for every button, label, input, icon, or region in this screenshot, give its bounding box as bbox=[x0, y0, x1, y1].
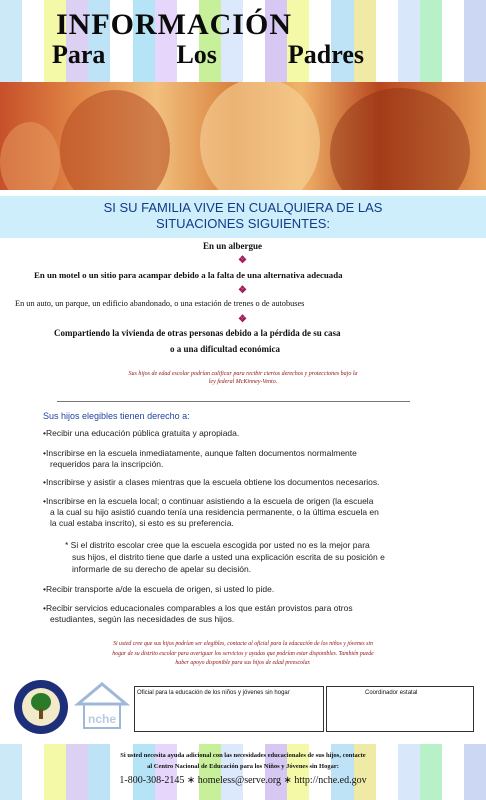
website-link[interactable]: http://nche.ed.gov bbox=[294, 775, 367, 786]
local-liaison-box[interactable] bbox=[134, 686, 324, 732]
diamond-bullet-icon: ❖ bbox=[238, 314, 247, 325]
right-subitem-cont: informarle de su derecho de apelar su decisión. bbox=[72, 564, 252, 574]
right-subitem-cont: sus hijos, el distrito tiene que darle a usted una explicación escrita de su posición e bbox=[72, 552, 385, 562]
right-item-cont: a la cual su hijo asistió cuando tenía una residencia permanente, o la última escuela en bbox=[50, 507, 379, 517]
right-item-cont: requeridos para la inscripción. bbox=[50, 459, 164, 469]
color-stripe bbox=[0, 0, 22, 82]
right-subitem: * Si el distrito escolar cree que la escuela escogida por usted no es la mejor para bbox=[65, 540, 370, 550]
right-item-cont: la cual estaba inscrito), si esto es su preferencia. bbox=[50, 518, 234, 528]
situations-heading bbox=[0, 200, 486, 232]
right-item: •Inscribirse y asistir a clases mientras que la escuela obtiene los documentos necesarios. bbox=[43, 477, 380, 487]
color-stripe bbox=[398, 0, 420, 82]
color-stripe bbox=[464, 0, 486, 82]
right-item: •Recibir servicios educacionales comparables a los que están provistos para otros bbox=[43, 603, 353, 613]
box-label: Oficial para la educación de los niños y jóvenes sin hogar bbox=[137, 690, 290, 696]
subtitle-word: Padres bbox=[287, 40, 364, 69]
heading-line: SI SU FAMILIA VIVE EN CUALQUIERA DE LAS bbox=[103, 200, 383, 215]
situations-heading-band bbox=[0, 196, 486, 238]
page-subtitle bbox=[52, 40, 364, 70]
help-text bbox=[0, 750, 486, 772]
separator-icon: ∗ bbox=[283, 775, 292, 786]
color-stripe bbox=[376, 0, 398, 82]
note-line: Sus hijos de edad escolar podrían calificar para recibir ciertos derechos y protecciones bajo la bbox=[128, 371, 358, 377]
law-note bbox=[0, 370, 486, 386]
color-stripe bbox=[420, 0, 442, 82]
heading-line: SITUACIONES SIGUIENTES: bbox=[155, 216, 331, 231]
situation-motel: En un motel o un sitio para acampar debido a la falta de una alternativa adecuada bbox=[34, 270, 343, 280]
note-line: haber apoyo disponible para sus hijos de edad preescolar. bbox=[175, 660, 311, 666]
situation-car-park: En un auto, un parque, un edificio abandonado, o una estación de trenes o de autobuses bbox=[15, 299, 305, 308]
divider bbox=[57, 401, 410, 402]
children-photo bbox=[0, 82, 486, 190]
subtitle-word: Para bbox=[52, 40, 106, 69]
rights-title: Sus hijos elegibles tienen derecho a: bbox=[43, 411, 190, 421]
right-item: •Inscribirse en la escuela local; o continuar asistiendo a la escuela de origen (la escuela bbox=[43, 496, 374, 506]
situation-sharing: Compartiendo la vivienda de otras personas debido a la pérdida de su casa bbox=[54, 328, 341, 338]
note-line: ley federal McKinney-Vento. bbox=[208, 379, 278, 385]
phone-number: 1-800-308-2145 bbox=[119, 775, 185, 786]
state-coordinator-box[interactable] bbox=[326, 686, 474, 732]
situation-shelter: En un albergue bbox=[203, 241, 263, 251]
title-block bbox=[52, 6, 374, 72]
nche-logo bbox=[74, 678, 130, 736]
department-seal-logo bbox=[14, 680, 68, 734]
diamond-bullet-icon: ❖ bbox=[238, 255, 247, 266]
subtitle-word: Los bbox=[176, 40, 217, 69]
right-item: •Inscribirse en la escuela inmediatamente, aunque falten documentos normalmente bbox=[43, 448, 357, 458]
color-stripe bbox=[22, 0, 44, 82]
eligibility-note bbox=[0, 640, 486, 669]
box-label: Coordinador estatal bbox=[365, 690, 418, 696]
diamond-bullet-icon: ❖ bbox=[238, 285, 247, 296]
right-item: •Recibir transporte a/de la escuela de origen, si usted lo pide. bbox=[43, 584, 275, 594]
right-item-cont: estudiantes, según las necesidades de sus hijos. bbox=[50, 614, 235, 624]
svg-text:nche: nche bbox=[87, 712, 117, 726]
note-line: hogar de su distrito escolar para averiguar los servicios y ayudas que podrían estar disponibles. También puede bbox=[112, 650, 374, 657]
page-title: INFORMACIÓN bbox=[56, 8, 292, 41]
help-line: Si usted necesita ayuda adicional con las necesidades educacionales de sus hijos, contacte bbox=[120, 752, 366, 759]
color-stripe bbox=[442, 0, 464, 82]
right-item: •Recibir una educación pública gratuita y apropiada. bbox=[43, 428, 240, 438]
email-link[interactable]: homeless@serve.org bbox=[197, 775, 281, 786]
contact-line bbox=[0, 775, 486, 786]
help-line: al Centro Nacional de Educación para los Niños y Jóvenes sin Hogar: bbox=[147, 763, 339, 770]
separator-icon: ∗ bbox=[186, 775, 196, 786]
situation-sharing-cont: o a una dificultad económica bbox=[170, 344, 281, 354]
note-line: Si usted cree que sus hijos podrían ser elegibles, contacte al oficial para la educación de los niños y jóvenes sin bbox=[113, 641, 373, 647]
